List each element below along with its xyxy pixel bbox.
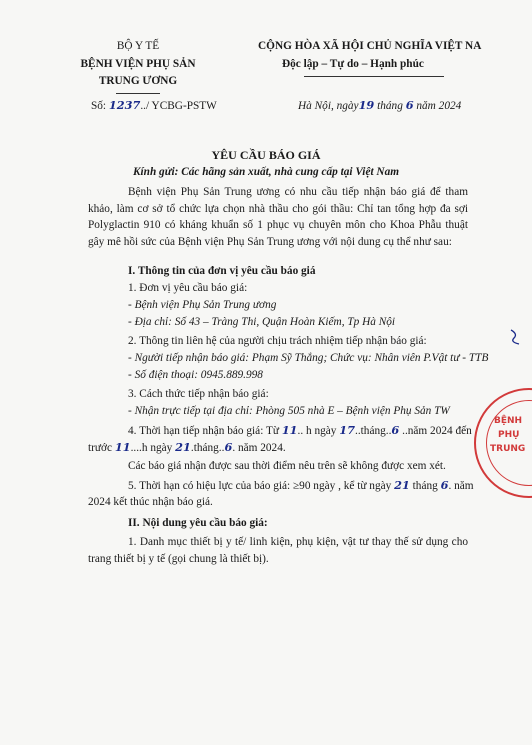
validity-line2: 2024 kết thúc nhận báo giá. bbox=[88, 496, 213, 508]
section2-item1: 1. Danh mục thiết bị y tế/ linh kiện, phụ kiện, vật tư thay thế sử dụng cho trang thiết bị y tế (gọi chung là thiết bị). bbox=[88, 536, 468, 565]
hospital-name-line2: TRUNG ƯƠNG bbox=[98, 75, 178, 87]
handwritten-start-hour: 11 bbox=[281, 423, 298, 437]
country-name: CỘNG HÒA XÃ HỘI CHỦ NGHĨA VIỆT NA bbox=[258, 40, 482, 52]
document-date: Hà Nội, ngày19 tháng 6 năm 2024 bbox=[298, 98, 462, 112]
section2-heading: II. Nội dung yêu cầu báo giá: bbox=[128, 517, 268, 529]
margin-signature-mark bbox=[508, 328, 522, 346]
handwritten-validity-month: 6 bbox=[440, 478, 449, 492]
contact-person: - Người tiếp nhận báo giá: Phạm Sỹ Thắng; Chức vụ: Nhân viên P.Vật tư - TTB bbox=[128, 352, 489, 364]
intro-paragraph: Bệnh viện Phụ Sản Trung ương có nhu cầu tiếp nhận báo giá để tham khảo, làm cơ sở tổ chức lựa chọn nhà thầu cho gói thầu: Chỉ tan tổng hợp đa sợi Polyglactin 910 có kháng khuẩn số 1 phục vụ chuyên môn cho Khoa Phẫu thuật gây mê hồi sức của Bệnh viện Phụ Sản Trung ương với nội dung cụ thể như sau: bbox=[88, 186, 468, 248]
late-submission-note: Các báo giá nhận được sau thời điểm nêu trên sẽ không được xem xét. bbox=[128, 460, 446, 472]
requester-address: - Địa chỉ: Số 43 – Tràng Thi, Quận Hoàn Kiếm, Tp Hà Nội bbox=[128, 316, 396, 328]
seal-text-line3: TRUNG bbox=[490, 444, 526, 454]
section1-heading: I. Thông tin của đơn vị yêu cầu báo giá bbox=[128, 265, 316, 277]
document-number: Số: 1237../ YCBG-PSTW bbox=[91, 98, 217, 112]
handwritten-end-month: 6 bbox=[224, 440, 233, 454]
handwritten-month: 6 bbox=[405, 98, 414, 112]
deadline-line2: trước 11....h ngày 21.tháng..6. năm 2024. bbox=[88, 440, 286, 454]
handwritten-validity-day: 21 bbox=[394, 478, 410, 492]
header-left-divider bbox=[116, 93, 160, 94]
handwritten-start-day: 17 bbox=[339, 423, 356, 437]
handwritten-number: 1237 bbox=[108, 98, 141, 112]
addressee: Kính gửi: Các hãng sản xuất, nhà cung cấp tại Việt Nam bbox=[132, 166, 400, 178]
handwritten-day: 19 bbox=[358, 98, 375, 112]
validity-line1: 5. Thời hạn có hiệu lực của báo giá: ≥90 ngày , kể từ ngày 21 tháng 6. năm bbox=[128, 478, 474, 492]
delivery-method: - Nhận trực tiếp tại địa chỉ: Phòng 505 nhà E – Bệnh viện Phụ Sản TW bbox=[128, 405, 450, 417]
section1-item1: 1. Đơn vị yêu cầu báo giá: bbox=[128, 282, 248, 294]
document-title: YÊU CẦU BÁO GIÁ bbox=[211, 148, 321, 162]
seal-inner-ring bbox=[486, 400, 532, 486]
motto: Độc lập – Tự do – Hạnh phúc bbox=[282, 58, 424, 70]
seal-text-line1: BỆNH bbox=[494, 416, 523, 426]
ministry-name: BỘ Y TẾ bbox=[116, 40, 160, 52]
section1-item3: 3. Cách thức tiếp nhận báo giá: bbox=[128, 388, 269, 400]
hospital-seal bbox=[474, 388, 532, 498]
seal-text-line2: PHỤ bbox=[498, 430, 520, 440]
handwritten-end-hour: 11 bbox=[114, 440, 131, 454]
handwritten-end-day: 21 bbox=[175, 440, 191, 454]
header-right-divider bbox=[304, 76, 444, 77]
handwritten-start-month: 6 bbox=[391, 423, 400, 437]
requester-name: - Bệnh viện Phụ Sản Trung ương bbox=[128, 299, 277, 311]
contact-phone: - Số điện thoại: 0945.889.998 bbox=[128, 369, 263, 381]
hospital-name-line1: BỆNH VIỆN PHỤ SẢN bbox=[80, 58, 196, 70]
deadline-line1: 4. Thời hạn tiếp nhận báo giá: Từ 11.. h ngày 17..tháng..6 ..năm 2024 đến bbox=[128, 423, 472, 437]
section1-item2: 2. Thông tin liên hệ của người chịu trách nhiệm tiếp nhận báo giá: bbox=[128, 335, 427, 347]
